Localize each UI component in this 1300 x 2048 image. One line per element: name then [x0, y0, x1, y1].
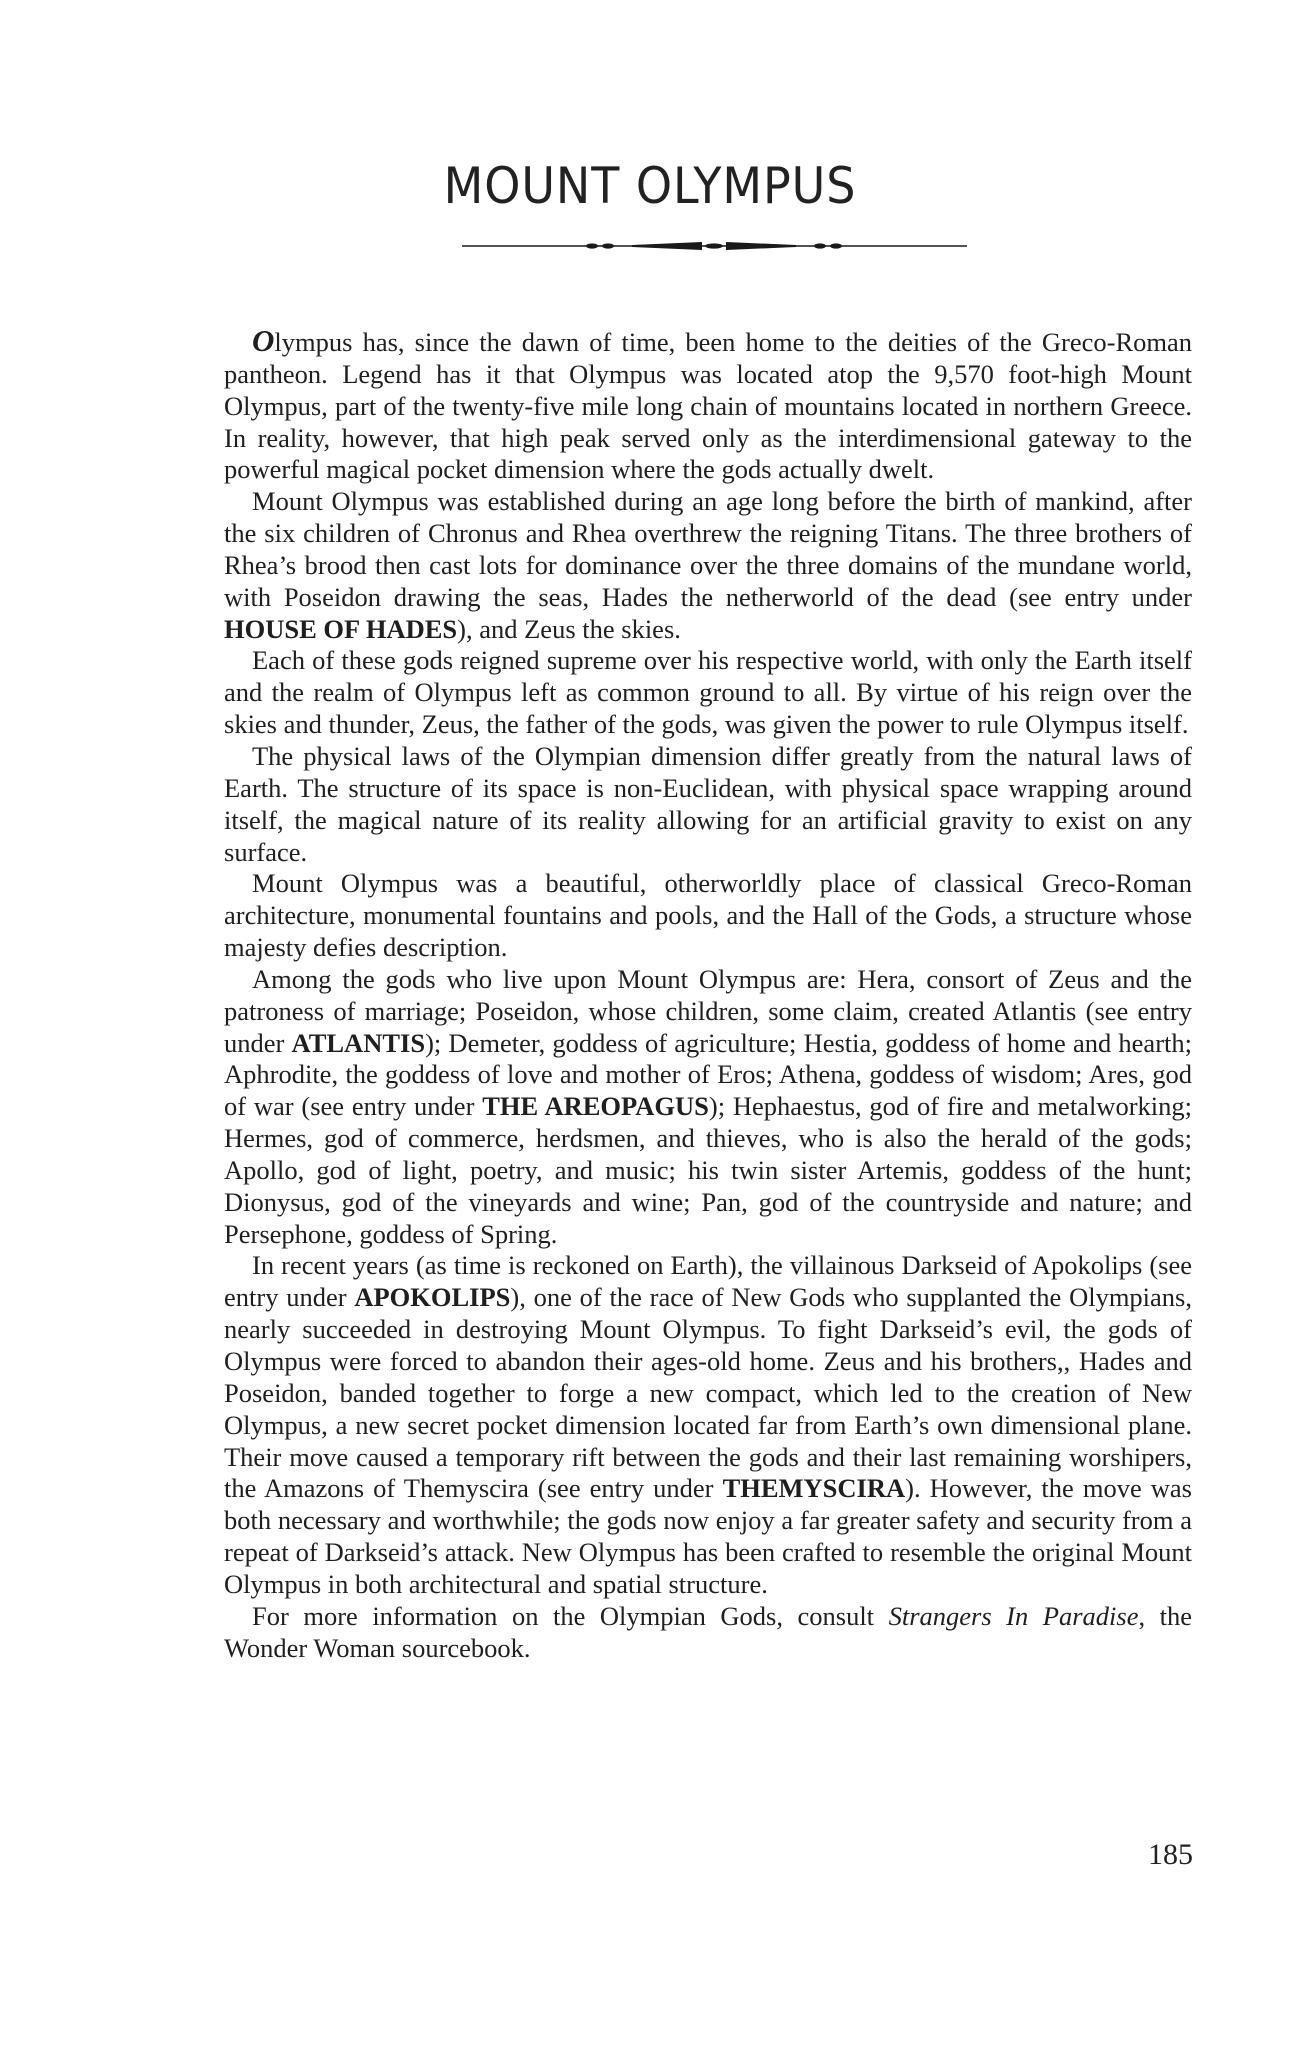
paragraph-more-info: For more information on the Olympian Gods, consult Strangers In Paradise, the Wonder Woman sourcebook. [224, 1600, 1192, 1663]
paragraph-intro: Olympus has, since the dawn of time, been home to the deities of the Greco-Roman pantheon. Legend has it that Olympus was located atop the 9,570 foot-high Mount Olympus, part of the twenty-five mile long chain of mountains located in northern Greece. In reality, however, that high peak served only as the interdimensional gateway to the powerful magical pocket dimension where the gods actually dwelt. [224, 323, 1192, 485]
paragraph-gods-list: Among the gods who live upon Mount Olympus are: Hera, consort of Zeus and the patroness of marriage; Poseidon, whose children, some claim, created Atlantis (see entry under ATLANTIS); Demeter, goddess of agriculture; Hestia, goddess of home and hearth; Aphrodite, the goddess of love and mother of Eros; Athena, goddess of wisdom; Ares, god of war (see entry under THE AREOPAGUS); Hephaestus, god of fire and metalworking; Hermes, god of commerce, herdsmen, and thieves, who is also the herald of the gods; Apollo, god of light, poetry, and music; his twin sister Artemis, goddess of the hunt; Dionysus, god of the vineyards and wine; Pan, god of the countryside and nature; and Persephone, goddess of Spring. [224, 963, 1192, 1249]
paragraph-new-olympus: In recent years (as time is reckoned on Earth), the villainous Darkseid of Apokolips (see entry under APOKOLIPS), one of the race of New Gods who supplanted the Olympians, nearly succeeded in destroying Mount Olympus. To fight Darkseid’s evil, the gods of Olympus were forced to abandon their ages-old home. Zeus and his brothers,, Hades and Poseidon, banded together to forge a new compact, which led to the creation of New Olympus, a new secret pocket dimension located far from Earth’s own dimensional plane. Their move caused a temporary rift between the gods and their last remaining worshipers, the Amazons of Themyscira (see entry under THEMYSCIRA). However, the move was both necessary and worthwhile; the gods now enjoy a far greater safety and security from a repeat of Darkseid’s attack. New Olympus has been crafted to resemble the original Mount Olympus in both architectural and spatial structure. [224, 1250, 1192, 1599]
page-number: 185 [1148, 1838, 1193, 1871]
article-body [224, 325, 1192, 1664]
xref-the-areopagus: THE AREOPAGUS [482, 1091, 709, 1122]
book-title-reference: Strangers In Paradise [888, 1600, 1139, 1631]
xref-apokolips: APOKOLIPS [354, 1282, 511, 1313]
xref-themyscira: THEMYSCIRA [722, 1473, 906, 1504]
xref-house-of-hades: HOUSE OF HADES [224, 613, 458, 644]
title-ornamental-rule [462, 240, 967, 252]
paragraph-reign: Each of these gods reigned supreme over his respective world, with only the Earth itself and the realm of Olympus left as common ground to all. By virtue of his reign over the skies and thunder, Zeus, the father of the gods, was given the power to rule Olympus itself. [224, 645, 1192, 740]
paragraph-physical-laws: The physical laws of the Olympian dimension differ greatly from the natural laws of Earth. The structure of its space is non-Euclidean, with physical space wrapping around itself, the magical nature of its reality allowing for an artificial gravity to exist on any surface. [224, 740, 1192, 867]
xref-atlantis: ATLANTIS [291, 1027, 426, 1058]
page-title: MOUNT OLYMPUS [443, 157, 857, 215]
drop-cap: O [252, 323, 275, 358]
paragraph-origin: Mount Olympus was established during an age long before the birth of mankind, after the six children of Chronus and Rhea overthrew the reigning Titans. The three brothers of Rhea’s brood then cast lots for dominance over the three domains of the mundane world, with Poseidon drawing the seas, Hades the netherworld of the dead (see entry under HOUSE OF HADES), and Zeus the skies. [224, 486, 1192, 644]
paragraph-architecture: Mount Olympus was a beautiful, otherworldly place of classical Greco-Roman architecture, monumental fountains and pools, and the Hall of the Gods, a structure whose majesty defies description. [224, 868, 1192, 963]
